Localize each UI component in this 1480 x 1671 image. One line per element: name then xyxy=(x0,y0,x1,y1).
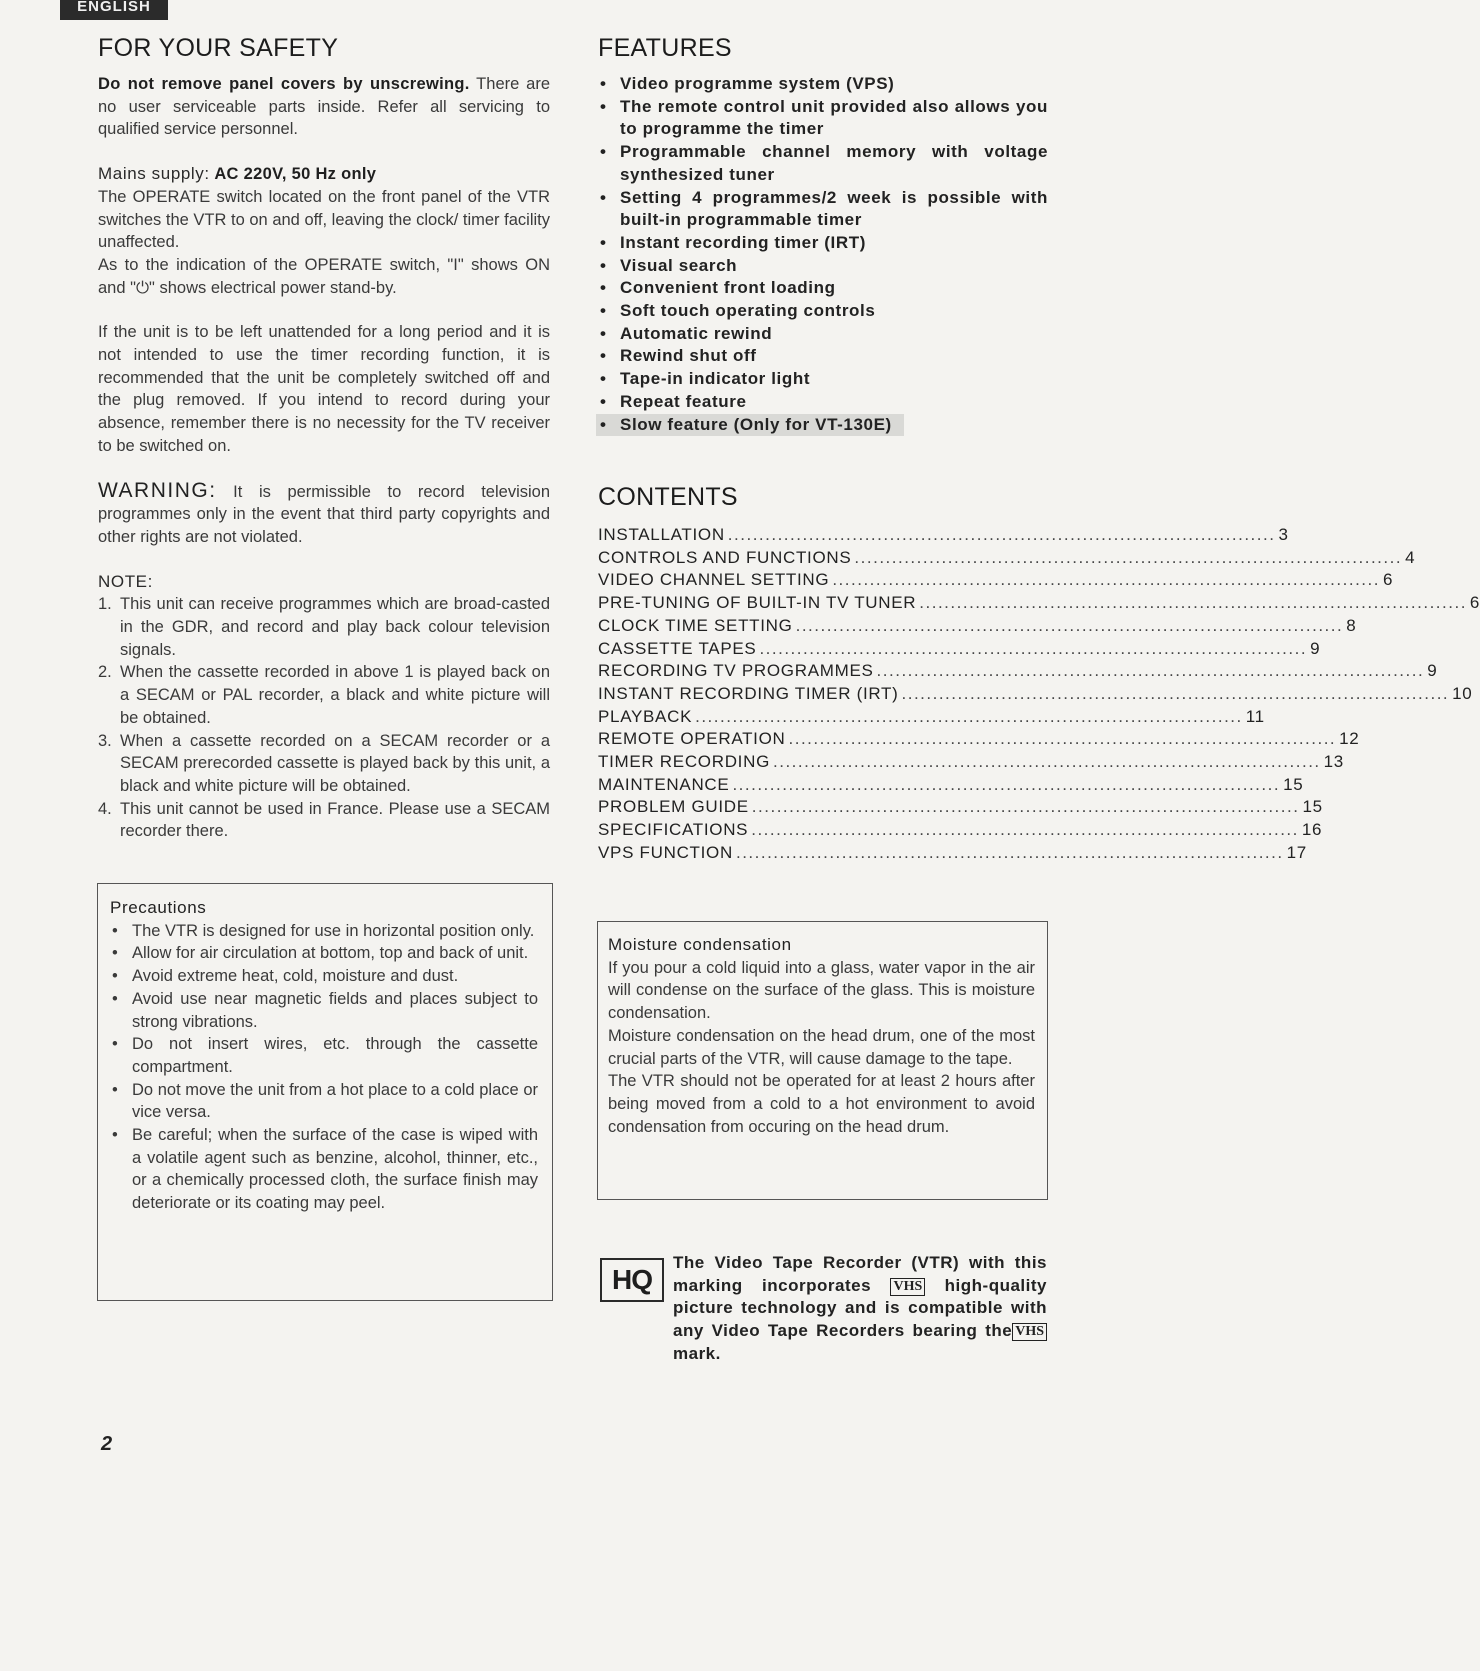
contents-title: PLAYBACK xyxy=(598,706,693,726)
precaution-text: Do not insert wires, etc. through the cassette compartment. xyxy=(132,1035,538,1076)
feature-text: Soft touch operating controls xyxy=(620,301,876,321)
feature-item xyxy=(598,141,1048,186)
contents-page: 3 xyxy=(1278,525,1289,544)
safety-paragraph-2: The OPERATE switch located on the front panel of the VTR switches the VTR to on and off, leaving the clock/ timer facility unaffected. xyxy=(98,187,550,252)
safety-warning-rest: There are no user serviceable parts inside. Refer all servicing to qualified service personnel. xyxy=(98,75,550,139)
note-number: 3. xyxy=(98,731,112,750)
precaution-item xyxy=(110,920,538,943)
dot-leader: ........................................................................................ xyxy=(876,661,1425,681)
safety-paragraph-3: As to the indication of the OPERATE switch, "I" shows ON and "⏻" shows electrical power stand-by. xyxy=(98,255,550,297)
contents-title: CONTROLS AND FUNCTIONS xyxy=(598,547,852,567)
contents-entry xyxy=(598,592,1480,615)
feature-text: Slow feature (Only for VT-130E) xyxy=(620,414,892,434)
bullet-icon: • xyxy=(600,369,607,389)
moisture-paragraph-3: The VTR should not be operated for at least 2 hours after being moved from a cold to a hot environment to avoid condensation from occuring on the head drum. xyxy=(608,1072,1035,1136)
bullet-icon: • xyxy=(112,1035,118,1054)
contents-entry xyxy=(598,751,1344,774)
feature-item xyxy=(598,323,1048,346)
bullet-icon: • xyxy=(112,921,118,940)
contents-title: SPECIFICATIONS xyxy=(598,820,749,840)
feature-item xyxy=(598,232,1048,255)
feature-text: Convenient front loading xyxy=(620,278,836,298)
contents-entry xyxy=(598,547,1416,570)
feature-text: Automatic rewind xyxy=(620,323,773,343)
contents-page: 12 xyxy=(1339,729,1360,749)
dot-leader: ........................................................................................ xyxy=(751,797,1300,817)
precautions-title: Precautions xyxy=(110,898,207,917)
contents-page: 10 xyxy=(1452,683,1473,703)
language-tab: ENGLISH xyxy=(60,0,168,20)
feature-item xyxy=(598,345,1048,368)
contents-entry xyxy=(598,706,1265,729)
moisture-box xyxy=(597,921,1048,1200)
contents-title: CASSETTE TAPES xyxy=(598,638,757,658)
contents-page: 13 xyxy=(1323,752,1344,772)
dot-leader: ........................................................................................ xyxy=(695,706,1243,726)
precaution-item xyxy=(110,942,538,965)
feature-item xyxy=(598,391,1048,414)
contents-entry xyxy=(598,819,1323,842)
contents-page: 9 xyxy=(1310,638,1321,658)
bullet-icon: • xyxy=(600,301,607,321)
contents-heading: CONTENTS xyxy=(598,483,738,511)
contents-title: PROBLEM GUIDE xyxy=(598,797,749,817)
bullet-icon: • xyxy=(600,346,607,366)
contents-title: CLOCK TIME SETTING xyxy=(598,615,793,635)
feature-text: Visual search xyxy=(620,255,738,275)
moisture-paragraph-2: Moisture condensation on the head drum, one of the most crucial parts of the VTR, will cause damage to the tape. xyxy=(608,1026,1035,1068)
contents-entry xyxy=(598,796,1323,819)
contents-page: 11 xyxy=(1245,706,1265,726)
bullet-icon: • xyxy=(600,278,607,298)
dot-leader: ........................................................................................ xyxy=(919,593,1467,613)
contents-page: 8 xyxy=(1346,615,1357,635)
moisture-title: Moisture condensation xyxy=(608,935,792,954)
hq-text-part: The Video Tape Recorder (VTR) with this marking incorporates xyxy=(673,1253,1047,1295)
hq-text-part: mark. xyxy=(673,1343,721,1363)
feature-text: Tape-in indicator light xyxy=(620,369,811,389)
contents-entry xyxy=(598,638,1321,661)
contents-title: INSTANT RECORDING TIMER (IRT) xyxy=(598,683,899,703)
hq-description xyxy=(673,1252,1047,1366)
page-number: 2 xyxy=(101,1433,113,1455)
bullet-icon: • xyxy=(600,391,607,411)
bullet-icon: • xyxy=(600,96,607,116)
contents-title: VPS FUNCTION xyxy=(598,842,733,862)
contents-page: 15 xyxy=(1302,797,1323,817)
bullet-icon: • xyxy=(600,323,607,343)
dot-leader: ........................................................................................ xyxy=(735,842,1284,862)
bullet-icon: • xyxy=(112,989,118,1008)
precaution-item xyxy=(110,1033,538,1078)
contents-page: 15 xyxy=(1283,774,1304,794)
contents-section xyxy=(598,483,1480,865)
contents-page: 9 xyxy=(1427,661,1438,681)
precaution-text: Be careful; when the surface of the case is wiped with a volatile agent such as benzine, alcohol, thinner, etc., or a chemically processed cloth, the surface finish may deteriorate or its coating may peel. xyxy=(132,1126,538,1213)
bullet-icon: • xyxy=(600,187,607,207)
dot-leader: ........................................................................................ xyxy=(854,547,1403,567)
feature-text: Video programme system (VPS) xyxy=(620,74,895,93)
feature-item-highlighted xyxy=(598,414,1048,437)
note-list xyxy=(98,593,550,843)
dot-leader: ........................................................................................ xyxy=(759,638,1308,658)
vhs-logo: VHS xyxy=(890,1278,925,1296)
features-list xyxy=(598,73,1048,436)
contents-page: 6 xyxy=(1382,570,1394,590)
mains-supply-line xyxy=(98,163,550,186)
precaution-item xyxy=(110,965,538,988)
warning-text: It is permissible to record television programmes only in the event that third party copyrights and other rights are not violated. xyxy=(98,482,551,546)
precaution-text: Avoid use near magnetic fields and places subject to strong vibrations. xyxy=(132,989,538,1031)
safety-heading: FOR YOUR SAFETY xyxy=(98,34,339,62)
note-item xyxy=(98,798,550,843)
bullet-icon: • xyxy=(600,232,607,252)
note-text: When a cassette recorded on a SECAM recorder or a SECAM prerecorded cassette is played back by this unit, a black and white picture will be obtained. xyxy=(120,731,550,795)
safety-paragraph-1 xyxy=(98,73,550,141)
contents-entry xyxy=(598,615,1357,638)
feature-item xyxy=(598,300,1048,323)
safety-paragraph-4: If the unit is to be left unattended for a long period and it is not intended to use the timer recording function, it is recommended that the unit be completely switched off and the plug removed. If you intend to record during your absence, remember there is no necessity for the TV receiver to be switched on. xyxy=(98,323,550,455)
bullet-icon: • xyxy=(112,1080,118,1099)
dot-leader: ........................................................................................ xyxy=(773,752,1321,772)
safety-section xyxy=(98,34,550,843)
contents-title: REMOTE OPERATION xyxy=(598,729,786,749)
contents-entry xyxy=(598,569,1394,592)
precaution-item xyxy=(110,1124,538,1215)
dot-leader: ........................................................................................ xyxy=(788,729,1337,749)
note-text: This unit cannot be used in France. Please use a SECAM recorder there. xyxy=(120,799,550,841)
safety-warning-bold: Do not remove panel covers by unscrewing. xyxy=(98,75,470,93)
feature-item xyxy=(598,277,1048,300)
contents-title: RECORDING TV PROGRAMMES xyxy=(598,661,874,681)
contents-page: 16 xyxy=(1301,820,1323,840)
feature-item xyxy=(598,255,1048,278)
feature-text: Rewind shut off xyxy=(620,346,757,366)
note-number: 4. xyxy=(98,799,112,818)
bullet-icon: • xyxy=(600,414,607,434)
contents-page: 6 xyxy=(1469,593,1480,613)
features-heading: FEATURES xyxy=(598,34,732,62)
bullet-icon: • xyxy=(112,944,118,963)
feature-text: Programmable channel memory with voltage synthesized tuner xyxy=(620,142,1048,184)
dot-leader: ........................................................................................ xyxy=(832,570,1380,590)
note-number: 2. xyxy=(98,663,112,682)
hq-logo: HQ xyxy=(600,1258,664,1302)
bullet-icon: • xyxy=(600,142,607,162)
precaution-text: Avoid extreme heat, cold, moisture and dust. xyxy=(132,967,459,986)
warning-block xyxy=(98,480,550,549)
mains-label: Mains supply: xyxy=(98,164,210,184)
note-text: This unit can receive programmes which are broad-casted in the GDR, and record and play back colour television signals. xyxy=(120,595,550,659)
warning-label: WARNING: xyxy=(98,478,217,502)
feature-text: Setting 4 programmes/2 week is possible with built-in programmable timer xyxy=(620,187,1048,230)
dot-leader: ........................................................................................ xyxy=(727,525,1276,544)
note-item xyxy=(98,593,550,661)
note-label: NOTE: xyxy=(98,571,153,591)
moisture-paragraph-1: If you pour a cold liquid into a glass, water vapor in the air will condense on the surface of the glass. This is moisture condensation. xyxy=(608,958,1035,1023)
contents-entry xyxy=(598,842,1307,865)
mains-value: AC 220V, 50 Hz only xyxy=(214,165,377,184)
precaution-item xyxy=(110,988,538,1033)
hq-text-part: high-quality picture technology and is compatible with any Video Tape Recorders bearing the xyxy=(673,1275,1047,1341)
feature-text: Instant recording timer (IRT) xyxy=(620,232,866,252)
precautions-list xyxy=(110,920,538,1215)
contents-page: 4 xyxy=(1405,547,1416,567)
precautions-box xyxy=(97,883,553,1301)
contents-entry xyxy=(598,660,1438,683)
vhs-logo: VHS xyxy=(1012,1323,1047,1341)
bullet-icon: • xyxy=(112,967,118,986)
note-item xyxy=(98,730,550,798)
contents-title: INSTALLATION xyxy=(598,525,725,544)
bullet-icon: • xyxy=(112,1126,118,1145)
contents-entry xyxy=(598,524,1289,547)
feature-item xyxy=(598,368,1048,391)
precaution-text: Allow for air circulation at bottom, top and back of unit. xyxy=(132,944,529,963)
precaution-text: The VTR is designed for use in horizontal position only. xyxy=(132,921,535,940)
bullet-icon: • xyxy=(600,255,607,275)
dot-leader: ........................................................................................ xyxy=(751,820,1299,840)
note-item xyxy=(98,661,550,729)
contents-entry xyxy=(598,728,1360,751)
precaution-text: Do not move the unit from a hot place to a cold place or vice versa. xyxy=(132,1080,538,1122)
precaution-item xyxy=(110,1079,538,1124)
contents-page: 17 xyxy=(1286,842,1307,862)
note-text: When the cassette recorded in above 1 is played back on a SECAM or PAL recorder, a black and white picture will be obtained. xyxy=(120,663,550,727)
contents-entry xyxy=(598,774,1304,797)
contents-entry xyxy=(598,683,1473,706)
feature-item xyxy=(598,187,1048,232)
dot-leader: ........................................................................................ xyxy=(795,615,1344,635)
feature-item xyxy=(598,73,1048,96)
contents-title: PRE-TUNING OF BUILT-IN TV TUNER xyxy=(598,593,917,613)
contents-list xyxy=(598,524,1480,865)
features-section xyxy=(598,34,1048,436)
feature-text: The remote control unit provided also allows you to programme the timer xyxy=(620,96,1048,139)
note-number: 1. xyxy=(98,595,112,614)
feature-text: Repeat feature xyxy=(620,391,747,411)
feature-item xyxy=(598,96,1048,141)
dot-leader: ........................................................................................ xyxy=(732,774,1281,794)
contents-title: TIMER RECORDING xyxy=(598,752,770,772)
dot-leader: ........................................................................................ xyxy=(901,683,1450,703)
bullet-icon: • xyxy=(600,74,607,93)
contents-title: MAINTENANCE xyxy=(598,774,730,794)
contents-title: VIDEO CHANNEL SETTING xyxy=(598,570,830,590)
hq-text xyxy=(673,1252,1047,1366)
